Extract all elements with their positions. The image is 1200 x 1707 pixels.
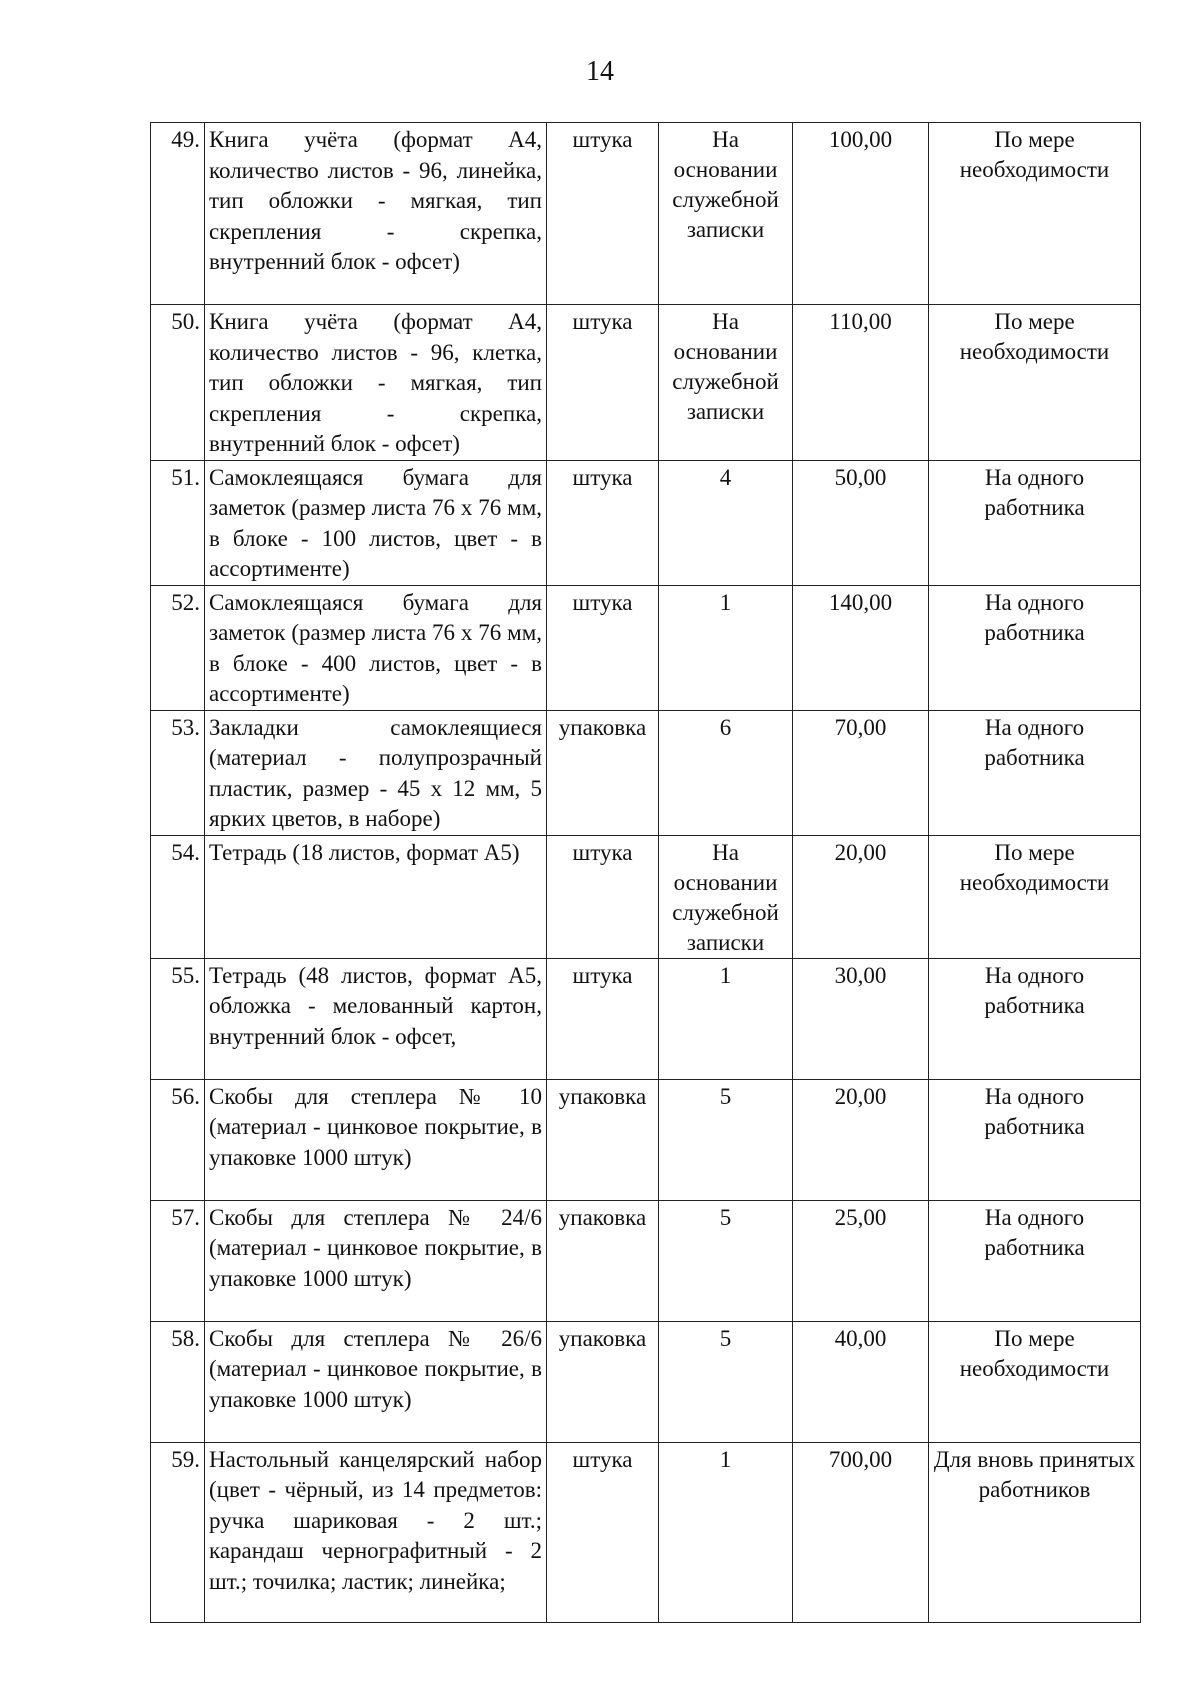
item-unit: упаковка (547, 1321, 659, 1442)
row-number: 49. (151, 123, 205, 305)
item-unit: упаковка (547, 1079, 659, 1200)
item-note: На одного работника (929, 710, 1141, 835)
table-row (151, 1200, 1141, 1321)
page-number: 14 (586, 56, 614, 87)
row-number: 53. (151, 710, 205, 835)
item-note: На одного работника (929, 460, 1141, 585)
table-row (151, 1442, 1141, 1622)
row-number: 51. (151, 460, 205, 585)
table-row (151, 835, 1141, 958)
row-number: 56. (151, 1079, 205, 1200)
item-price: 20,00 (793, 1079, 929, 1200)
item-price: 30,00 (793, 958, 929, 1079)
item-quantity: На основании служебной записки (659, 123, 793, 305)
item-price: 40,00 (793, 1321, 929, 1442)
item-unit: штука (547, 958, 659, 1079)
item-quantity: 6 (659, 710, 793, 835)
item-note: На одного работника (929, 585, 1141, 710)
item-unit: упаковка (547, 710, 659, 835)
item-name: Тетрадь (48 листов, формат А5, обложка - мелованный картон, внутренний блок - офсет, (205, 958, 547, 1079)
item-note: По мере необходимости (929, 123, 1141, 305)
item-unit: штука (547, 305, 659, 461)
item-quantity: 5 (659, 1321, 793, 1442)
table-row (151, 123, 1141, 305)
item-price: 110,00 (793, 305, 929, 461)
item-name: Тетрадь (18 листов, формат А5) (205, 835, 547, 958)
item-note: По мере необходимости (929, 305, 1141, 461)
item-price: 700,00 (793, 1442, 929, 1622)
item-note: На одного работника (929, 1079, 1141, 1200)
table-row (151, 585, 1141, 710)
item-quantity: 4 (659, 460, 793, 585)
item-unit: штука (547, 835, 659, 958)
item-quantity: На основании служебной записки (659, 305, 793, 461)
item-quantity: 1 (659, 1442, 793, 1622)
item-name: Книга учёта (формат А4, количество листов - 96, линейка, тип обложки - мягкая, тип скрепления - скрепка, внутренний блок - офсет) (205, 123, 547, 305)
item-name: Самоклеящаяся бумага для заметок (размер листа 76 х 76 мм, в блоке - 100 листов, цвет - в ассортименте) (205, 460, 547, 585)
item-price: 50,00 (793, 460, 929, 585)
row-number: 52. (151, 585, 205, 710)
item-price: 20,00 (793, 835, 929, 958)
item-note: На одного работника (929, 1200, 1141, 1321)
item-quantity: 5 (659, 1200, 793, 1321)
item-unit: штука (547, 460, 659, 585)
item-unit: штука (547, 123, 659, 305)
item-name: Скобы для степлера № 10 (материал - цинковое покрытие, в упаковке 1000 штук) (205, 1079, 547, 1200)
item-price: 25,00 (793, 1200, 929, 1321)
item-quantity: 5 (659, 1079, 793, 1200)
item-unit: упаковка (547, 1200, 659, 1321)
row-number: 54. (151, 835, 205, 958)
item-quantity: 1 (659, 585, 793, 710)
row-number: 55. (151, 958, 205, 1079)
row-number: 50. (151, 305, 205, 461)
item-note: По мере необходимости (929, 835, 1141, 958)
item-name: Скобы для степлера № 24/6 (материал - цинковое покрытие, в упаковке 1000 штук) (205, 1200, 547, 1321)
item-name: Самоклеящаяся бумага для заметок (размер листа 76 х 76 мм, в блоке - 400 листов, цвет - в ассортименте) (205, 585, 547, 710)
table-row (151, 1321, 1141, 1442)
item-note: На одного работника (929, 958, 1141, 1079)
table-row (151, 1079, 1141, 1200)
item-price: 70,00 (793, 710, 929, 835)
item-name: Книга учёта (формат А4, количество листов - 96, клетка, тип обложки - мягкая, тип скрепления - скрепка, внутренний блок - офсет) (205, 305, 547, 461)
item-name: Скобы для степлера № 26/6 (материал - цинковое покрытие, в упаковке 1000 штук) (205, 1321, 547, 1442)
item-unit: штука (547, 1442, 659, 1622)
table-row (151, 958, 1141, 1079)
item-note: Для вновь принятых работников (929, 1442, 1141, 1622)
table-row (151, 710, 1141, 835)
table-row (151, 460, 1141, 585)
item-price: 140,00 (793, 585, 929, 710)
item-name: Настольный канцелярский набор (цвет - чёрный, из 14 предметов: ручка шариковая - 2 шт.; карандаш чернографитный - 2 шт.; точилка; ластик; линейка; (205, 1442, 547, 1622)
items-table (150, 122, 1141, 1623)
item-name: Закладки самоклеящиеся (материал - полупрозрачный пластик, размер - 45 х 12 мм, 5 ярких цветов, в наборе) (205, 710, 547, 835)
row-number: 57. (151, 1200, 205, 1321)
row-number: 58. (151, 1321, 205, 1442)
item-quantity: На основании служебной записки (659, 835, 793, 958)
item-note: По мере необходимости (929, 1321, 1141, 1442)
item-quantity: 1 (659, 958, 793, 1079)
item-unit: штука (547, 585, 659, 710)
item-price: 100,00 (793, 123, 929, 305)
table-row (151, 305, 1141, 461)
row-number: 59. (151, 1442, 205, 1622)
